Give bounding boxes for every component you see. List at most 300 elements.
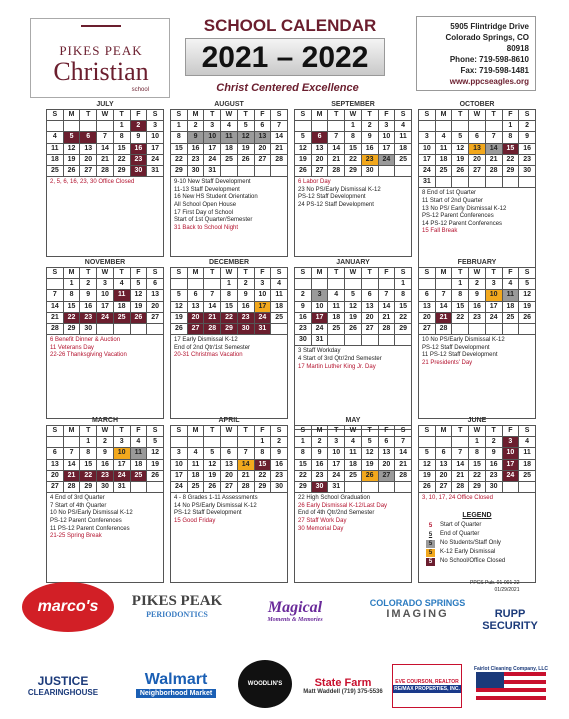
day-cell: 13 bbox=[361, 301, 378, 312]
note-line: 27 Staff Work Day bbox=[298, 517, 347, 524]
day-cell: 3 bbox=[171, 448, 188, 459]
legend-item bbox=[418, 557, 536, 566]
day-cell: 4 bbox=[271, 279, 288, 290]
day-cell bbox=[452, 121, 469, 132]
weekday-header: T bbox=[485, 110, 502, 121]
day-cell bbox=[271, 323, 288, 334]
day-cell: 11 bbox=[113, 290, 130, 301]
day-cell: 22 bbox=[295, 470, 312, 481]
legend-label: End of Quarter bbox=[440, 531, 480, 537]
day-cell: 20 bbox=[469, 154, 486, 165]
weekday-header: T bbox=[237, 268, 254, 279]
day-cell: 29 bbox=[254, 481, 271, 492]
day-cell: 25 bbox=[47, 165, 64, 176]
month-table bbox=[418, 425, 536, 493]
day-cell: 29 bbox=[221, 323, 238, 334]
day-cell: 4 bbox=[345, 437, 362, 448]
day-cell bbox=[419, 279, 436, 290]
day-cell: 22 bbox=[113, 154, 130, 165]
day-cell: 28 bbox=[485, 165, 502, 176]
day-cell: 4 bbox=[502, 279, 519, 290]
day-cell bbox=[361, 279, 378, 290]
day-cell: 10 bbox=[171, 459, 188, 470]
day-cell bbox=[271, 165, 288, 176]
day-cell: 17 bbox=[204, 143, 221, 154]
note-line: 20-31 Christmas Vacation bbox=[174, 352, 243, 359]
day-cell: 15 bbox=[345, 143, 362, 154]
day-cell: 4 bbox=[187, 448, 204, 459]
day-cell: 22 bbox=[345, 154, 362, 165]
sponsor-magical: Magical Moments & Memories bbox=[267, 599, 323, 623]
day-cell bbox=[378, 165, 395, 176]
weekday-header: T bbox=[452, 110, 469, 121]
day-cell: 5 bbox=[171, 290, 188, 301]
day-cell: 18 bbox=[130, 459, 147, 470]
weekday-header: M bbox=[435, 110, 452, 121]
day-cell bbox=[361, 335, 378, 346]
day-cell bbox=[361, 481, 378, 492]
day-cell: 6 bbox=[187, 290, 204, 301]
day-cell: 26 bbox=[171, 323, 188, 334]
sponsor-woodlins: WOODLIN'S bbox=[238, 660, 292, 708]
day-cell: 21 bbox=[452, 470, 469, 481]
day-cell: 30 bbox=[130, 165, 147, 176]
day-cell: 29 bbox=[502, 165, 519, 176]
weekday-header: M bbox=[187, 426, 204, 437]
note-line: 17 First Day of School bbox=[174, 209, 234, 216]
day-cell: 1 bbox=[452, 279, 469, 290]
day-cell bbox=[419, 121, 436, 132]
day-cell: 14 bbox=[97, 143, 114, 154]
day-cell: 22 bbox=[502, 154, 519, 165]
weekday-header: S bbox=[171, 426, 188, 437]
note-line: 11 Veterans Day bbox=[50, 344, 94, 351]
weekday-header: F bbox=[378, 426, 395, 437]
weekday-header: T bbox=[80, 426, 97, 437]
day-cell: 15 bbox=[171, 143, 188, 154]
day-cell: 4 bbox=[47, 132, 64, 143]
day-cell: 20 bbox=[378, 459, 395, 470]
day-cell bbox=[435, 121, 452, 132]
day-cell bbox=[452, 323, 469, 334]
day-cell: 3 bbox=[97, 279, 114, 290]
note-line: 14 PS-12 Parent Conferences bbox=[422, 220, 503, 227]
day-cell: 15 bbox=[221, 301, 238, 312]
weekday-header: T bbox=[361, 426, 378, 437]
day-cell: 21 bbox=[395, 459, 412, 470]
day-cell: 9 bbox=[80, 290, 97, 301]
weekday-header: W bbox=[97, 426, 114, 437]
day-cell bbox=[237, 437, 254, 448]
day-cell bbox=[502, 177, 519, 188]
day-cell: 6 bbox=[254, 121, 271, 132]
month-name: AUGUST bbox=[214, 101, 244, 108]
weekday-header: T bbox=[328, 426, 345, 437]
day-cell: 13 bbox=[80, 143, 97, 154]
day-cell: 14 bbox=[204, 301, 221, 312]
month-notes bbox=[170, 335, 288, 419]
day-cell: 7 bbox=[378, 290, 395, 301]
day-cell bbox=[328, 279, 345, 290]
day-cell: 8 bbox=[469, 448, 486, 459]
weekday-header: M bbox=[435, 426, 452, 437]
day-cell bbox=[147, 481, 164, 492]
day-cell bbox=[295, 121, 312, 132]
day-cell bbox=[113, 323, 130, 334]
day-cell: 11 bbox=[187, 459, 204, 470]
day-cell: 14 bbox=[63, 459, 80, 470]
day-cell: 3 bbox=[254, 279, 271, 290]
day-cell: 14 bbox=[378, 301, 395, 312]
day-cell: 26 bbox=[452, 165, 469, 176]
day-cell: 17 bbox=[502, 459, 519, 470]
day-cell: 11 bbox=[502, 290, 519, 301]
weekday-header: W bbox=[345, 110, 362, 121]
day-cell: 12 bbox=[519, 290, 536, 301]
day-cell: 8 bbox=[502, 132, 519, 143]
day-cell: 11 bbox=[271, 290, 288, 301]
day-cell: 5 bbox=[130, 279, 147, 290]
day-cell bbox=[519, 177, 536, 188]
day-cell: 30 bbox=[80, 323, 97, 334]
legend-swatch: 5 bbox=[428, 531, 433, 538]
note-line: 23 No PS/Early Dismissal K-12 bbox=[298, 186, 381, 193]
day-cell: 16 bbox=[295, 312, 312, 323]
school-years: 2021 – 2022 bbox=[185, 38, 385, 76]
day-cell: 26 bbox=[63, 165, 80, 176]
weekday-header: S bbox=[519, 110, 536, 121]
contact-box bbox=[416, 16, 536, 91]
day-cell: 27 bbox=[254, 154, 271, 165]
day-cell bbox=[311, 121, 328, 132]
day-cell: 15 bbox=[113, 143, 130, 154]
day-cell: 4 bbox=[328, 290, 345, 301]
legend-label: Start of Quarter bbox=[440, 522, 482, 528]
weekday-header: T bbox=[237, 426, 254, 437]
day-cell: 1 bbox=[345, 121, 362, 132]
day-cell: 2 bbox=[80, 279, 97, 290]
weekday-header: W bbox=[221, 426, 238, 437]
note-line: 26 Early Dismissal K-12/Last Day bbox=[298, 502, 388, 509]
day-cell: 7 bbox=[395, 437, 412, 448]
day-cell: 28 bbox=[452, 481, 469, 492]
day-cell: 27 bbox=[80, 165, 97, 176]
month-notes bbox=[170, 493, 288, 583]
day-cell bbox=[345, 335, 362, 346]
day-cell: 18 bbox=[502, 301, 519, 312]
day-cell bbox=[171, 279, 188, 290]
weekday-header: F bbox=[502, 426, 519, 437]
month-table bbox=[46, 267, 164, 335]
weekday-header: W bbox=[221, 268, 238, 279]
day-cell: 24 bbox=[311, 323, 328, 334]
month-table bbox=[418, 267, 536, 335]
day-cell: 1 bbox=[113, 121, 130, 132]
day-cell: 5 bbox=[63, 132, 80, 143]
day-cell: 26 bbox=[204, 481, 221, 492]
note-line: All School Open House bbox=[174, 201, 237, 208]
logo-line1: PIKES PEAK bbox=[59, 43, 143, 58]
weekday-header: T bbox=[204, 268, 221, 279]
month-march bbox=[46, 416, 164, 583]
sponsor-marcos: marco's bbox=[22, 582, 114, 632]
note-line: 15 Fall Break bbox=[422, 228, 458, 235]
day-cell: 4 bbox=[221, 121, 238, 132]
legend-title: LEGEND bbox=[462, 512, 492, 519]
day-cell: 18 bbox=[328, 312, 345, 323]
day-cell: 9 bbox=[361, 132, 378, 143]
day-cell: 8 bbox=[254, 448, 271, 459]
day-cell: 13 bbox=[254, 132, 271, 143]
month-name: SEPTEMBER bbox=[331, 101, 375, 108]
day-cell: 29 bbox=[469, 481, 486, 492]
weekday-header: F bbox=[254, 110, 271, 121]
weekday-header: F bbox=[502, 110, 519, 121]
day-cell: 13 bbox=[435, 459, 452, 470]
weekday-header: S bbox=[171, 268, 188, 279]
day-cell: 23 bbox=[361, 154, 378, 165]
month-table bbox=[170, 267, 288, 335]
day-cell: 26 bbox=[130, 312, 147, 323]
publication-info bbox=[470, 580, 519, 594]
note-line: 4 Start of 3rd Qtr/2nd Semester bbox=[298, 355, 382, 362]
day-cell bbox=[485, 323, 502, 334]
month-table bbox=[294, 425, 412, 493]
day-cell bbox=[485, 177, 502, 188]
day-cell: 9 bbox=[130, 132, 147, 143]
day-cell: 1 bbox=[502, 121, 519, 132]
day-cell: 10 bbox=[204, 132, 221, 143]
month-name: APRIL bbox=[218, 417, 240, 424]
day-cell: 30 bbox=[311, 481, 328, 492]
day-cell: 6 bbox=[311, 132, 328, 143]
day-cell: 31 bbox=[113, 481, 130, 492]
month-table bbox=[170, 109, 288, 177]
day-cell: 10 bbox=[97, 290, 114, 301]
note-line: 10 No PS/Early Dismissal K-12 bbox=[422, 337, 505, 344]
sponsor-rupp: RUPP SECURITY bbox=[482, 608, 538, 632]
day-cell: 7 bbox=[63, 448, 80, 459]
note-line: 22 High School Graduation bbox=[298, 495, 371, 502]
day-cell: 20 bbox=[80, 154, 97, 165]
day-cell: 6 bbox=[80, 132, 97, 143]
weekday-header: W bbox=[345, 426, 362, 437]
day-cell: 26 bbox=[419, 481, 436, 492]
month-notes bbox=[46, 493, 164, 583]
weekday-header: M bbox=[63, 426, 80, 437]
weekday-header: S bbox=[295, 426, 312, 437]
day-cell: 2 bbox=[469, 279, 486, 290]
day-cell bbox=[295, 279, 312, 290]
day-cell: 14 bbox=[328, 143, 345, 154]
day-cell: 13 bbox=[419, 301, 436, 312]
day-cell bbox=[452, 177, 469, 188]
weekday-header: T bbox=[361, 268, 378, 279]
day-cell: 16 bbox=[485, 459, 502, 470]
day-cell: 27 bbox=[147, 312, 164, 323]
day-cell: 3 bbox=[147, 121, 164, 132]
day-cell: 19 bbox=[452, 154, 469, 165]
day-cell: 22 bbox=[469, 470, 486, 481]
day-cell: 18 bbox=[519, 459, 536, 470]
day-cell: 23 bbox=[187, 154, 204, 165]
weekday-header: S bbox=[147, 110, 164, 121]
day-cell bbox=[395, 335, 412, 346]
day-cell: 16 bbox=[97, 459, 114, 470]
month-table bbox=[418, 109, 536, 188]
day-cell: 27 bbox=[187, 323, 204, 334]
month-notes bbox=[418, 335, 536, 419]
day-cell: 6 bbox=[47, 448, 64, 459]
day-cell: 23 bbox=[519, 154, 536, 165]
weekday-header: S bbox=[171, 110, 188, 121]
day-cell: 31 bbox=[311, 335, 328, 346]
weekday-header: S bbox=[419, 426, 436, 437]
day-cell: 26 bbox=[361, 470, 378, 481]
day-cell: 25 bbox=[221, 154, 238, 165]
day-cell: 1 bbox=[63, 279, 80, 290]
day-cell: 7 bbox=[435, 290, 452, 301]
note-line: 24 PS-12 Staff Development bbox=[298, 201, 374, 208]
day-cell: 2 bbox=[187, 121, 204, 132]
flag-icon bbox=[476, 672, 546, 702]
logo-roof-icon bbox=[81, 25, 121, 41]
day-cell: 21 bbox=[63, 470, 80, 481]
weekday-header: F bbox=[254, 426, 271, 437]
day-cell: 18 bbox=[271, 301, 288, 312]
weekday-header: T bbox=[485, 268, 502, 279]
day-cell: 5 bbox=[452, 132, 469, 143]
day-cell bbox=[97, 121, 114, 132]
day-cell: 15 bbox=[469, 459, 486, 470]
sponsor-justice: JUSTICE CLEARINGHOUSE bbox=[27, 673, 99, 697]
day-cell: 26 bbox=[237, 154, 254, 165]
day-cell: 17 bbox=[378, 143, 395, 154]
weekday-header: S bbox=[147, 426, 164, 437]
day-cell: 17 bbox=[485, 301, 502, 312]
day-cell: 10 bbox=[113, 448, 130, 459]
weekday-header: T bbox=[361, 110, 378, 121]
weekday-header: W bbox=[469, 426, 486, 437]
day-cell: 2 bbox=[130, 121, 147, 132]
day-cell bbox=[378, 335, 395, 346]
month-notes bbox=[294, 493, 412, 583]
day-cell: 24 bbox=[113, 470, 130, 481]
day-cell: 17 bbox=[97, 301, 114, 312]
day-cell: 17 bbox=[311, 312, 328, 323]
day-cell: 19 bbox=[130, 301, 147, 312]
day-cell: 22 bbox=[171, 154, 188, 165]
day-cell: 26 bbox=[295, 165, 312, 176]
note-line: 9-10 New Staff Development bbox=[174, 179, 251, 186]
day-cell: 12 bbox=[345, 301, 362, 312]
weekday-header: M bbox=[311, 110, 328, 121]
note-line: 11 Start of 2nd Quarter bbox=[422, 197, 483, 204]
month-notes bbox=[294, 177, 412, 257]
day-cell: 18 bbox=[187, 470, 204, 481]
day-cell: 2 bbox=[485, 437, 502, 448]
day-cell: 17 bbox=[113, 459, 130, 470]
day-cell: 21 bbox=[328, 154, 345, 165]
legend-swatch: 5 bbox=[426, 540, 435, 548]
day-cell: 19 bbox=[419, 470, 436, 481]
note-line: 11 PS-12 Parent Conferences bbox=[50, 525, 130, 532]
day-cell bbox=[204, 279, 221, 290]
day-cell: 18 bbox=[47, 154, 64, 165]
weekday-header: M bbox=[63, 268, 80, 279]
weekday-header: S bbox=[395, 426, 412, 437]
weekday-header: M bbox=[187, 268, 204, 279]
day-cell: 19 bbox=[204, 470, 221, 481]
note-line: 3 Staff Workday bbox=[298, 348, 341, 355]
note-line: 30 Memorial Day bbox=[298, 525, 344, 532]
day-cell: 14 bbox=[395, 448, 412, 459]
weekday-header: S bbox=[519, 426, 536, 437]
day-cell: 16 bbox=[311, 459, 328, 470]
day-cell: 24 bbox=[378, 154, 395, 165]
weekday-header: S bbox=[295, 110, 312, 121]
day-cell: 23 bbox=[97, 470, 114, 481]
day-cell: 12 bbox=[171, 301, 188, 312]
note-line: 14 No PS/Early Dismissal K-12 bbox=[174, 502, 257, 509]
day-cell: 7 bbox=[328, 132, 345, 143]
day-cell: 12 bbox=[361, 448, 378, 459]
month-april bbox=[170, 416, 288, 583]
weekday-header: T bbox=[328, 268, 345, 279]
weekday-header: F bbox=[378, 110, 395, 121]
day-cell: 11 bbox=[221, 132, 238, 143]
month-name: NOVEMBER bbox=[84, 259, 126, 266]
note-line: 11 PS-12 Staff Development bbox=[422, 352, 498, 359]
weekday-header: T bbox=[328, 110, 345, 121]
day-cell: 29 bbox=[295, 481, 312, 492]
day-cell: 28 bbox=[204, 323, 221, 334]
day-cell: 6 bbox=[361, 290, 378, 301]
day-cell: 8 bbox=[113, 132, 130, 143]
day-cell: 27 bbox=[361, 323, 378, 334]
note-line: 6 Benefit Dinner & Auction bbox=[50, 337, 121, 344]
sponsor-imaging: COLORADO SPRINGS IMAGING bbox=[369, 598, 466, 620]
day-cell: 31 bbox=[254, 323, 271, 334]
day-cell bbox=[345, 481, 362, 492]
day-cell: 20 bbox=[419, 312, 436, 323]
day-cell: 11 bbox=[328, 301, 345, 312]
day-cell: 8 bbox=[63, 290, 80, 301]
day-cell: 13 bbox=[378, 448, 395, 459]
day-cell: 13 bbox=[47, 459, 64, 470]
day-cell: 18 bbox=[395, 143, 412, 154]
day-cell: 6 bbox=[469, 132, 486, 143]
day-cell: 29 bbox=[63, 323, 80, 334]
note-line: 21-25 Spring Break bbox=[50, 533, 102, 540]
day-cell bbox=[469, 323, 486, 334]
website-link[interactable]: www.ppcseagles.org bbox=[449, 77, 529, 86]
weekday-header: F bbox=[254, 268, 271, 279]
month-october bbox=[418, 100, 536, 268]
day-cell: 20 bbox=[221, 470, 238, 481]
legend-label: No Students/Staff Only bbox=[440, 540, 501, 546]
day-cell: 28 bbox=[97, 165, 114, 176]
day-cell: 15 bbox=[80, 459, 97, 470]
weekday-header: W bbox=[97, 268, 114, 279]
day-cell bbox=[345, 279, 362, 290]
day-cell: 10 bbox=[147, 132, 164, 143]
day-cell: 2 bbox=[361, 121, 378, 132]
weekday-header: M bbox=[311, 426, 328, 437]
note-line: 10 No PS/Early Dismissal K-12 bbox=[50, 510, 133, 517]
day-cell: 20 bbox=[361, 312, 378, 323]
day-cell: 19 bbox=[63, 154, 80, 165]
